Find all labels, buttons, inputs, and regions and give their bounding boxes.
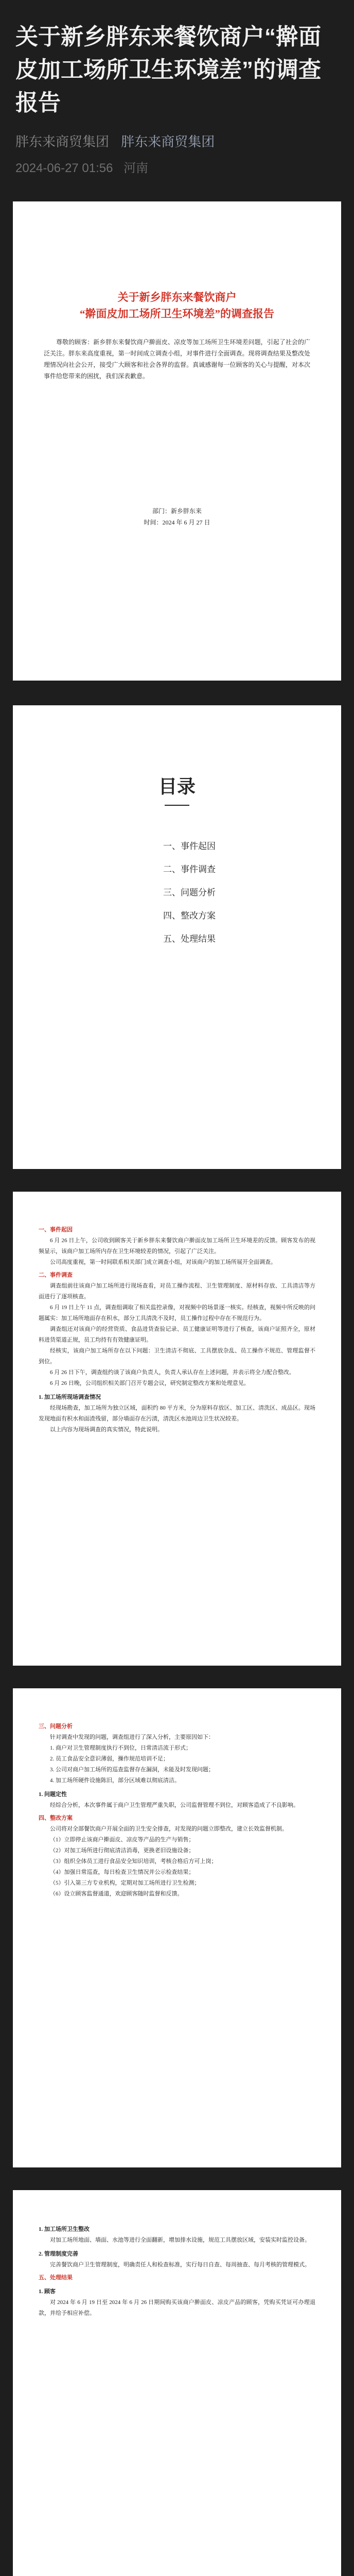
- paragraph: 6 月 19 日上午 11 点，调查组调取了相关监控录像，对视频中的场景逐一核实。经核查，视频中所反映的问题属实：加工场所地面存在积水，部分工具清洗不及时，员工操作过程中存在不规范行为。: [39, 1304, 315, 1321]
- cover-date: 时间：2024 年 6 月 27 日: [144, 519, 210, 526]
- publish-location: 河南: [123, 161, 149, 175]
- section-heading: 二、事件调查: [39, 1272, 73, 1278]
- paragraph: 经综合分析，本次事件属于商户卫生管理严重失职，公司监督管理不到位，对顾客造成了不良影响。: [50, 1802, 299, 1808]
- toc-item: 一、事件起因: [163, 841, 216, 851]
- toc-item: 三、问题分析: [163, 888, 216, 897]
- paragraph: 完善餐饮商户卫生管理制度，明确责任人和检查标准，实行每日自查、每周抽查、每月考核的管理模式。: [50, 2262, 310, 2268]
- list-item: 1. 商户对卫生管理制度执行不到位，日常清洁流于形式；: [50, 1745, 191, 1751]
- cover-signature: [13, 505, 341, 528]
- toc-title: 目录: [158, 776, 196, 797]
- section-heading: 五、处理结果: [39, 2275, 73, 2281]
- list-item: （3）组织全体员工进行食品安全知识培训，考核合格后方可上岗；: [50, 1858, 217, 1865]
- document-page-5: [13, 2190, 341, 2576]
- paragraph: 对加工场所地面、墙面、水池等进行全面翻新，增加排水设施，规范工具摆放区域，安装实时监控设备。: [50, 2237, 310, 2243]
- subsection-heading: 1. 加工场所现场调查情况: [39, 1394, 101, 1400]
- cover-dept: 部门：新乡胖东来: [152, 507, 202, 515]
- paragraph: 6 月 26 日晚，公司组织相关部门召开专题会议，研究制定整改方案和处理意见。: [50, 1380, 250, 1386]
- paragraph: 6 月 26 日上午，公司收到顾客关于新乡胖东来餐饮商户擀面皮加工场所卫生环境差的反馈。顾客发布的视频显示，该商户加工场所内存在卫生环境较差的情况，引起了广泛关注。: [39, 1238, 315, 1255]
- list-item: 2. 员工食品安全意识薄弱，操作规范培训不足；: [50, 1756, 169, 1762]
- list-item: （1）立即停止该商户擀面皮、凉皮等产品的生产与销售；: [50, 1837, 194, 1843]
- paragraph: 调查组还对该商户的经营资质、食品进货查验记录、员工健康证明等进行了核查，该商户证照齐全，原材料进货渠道正规，员工均持有有效健康证明。: [39, 1326, 315, 1343]
- source-line: [15, 132, 339, 151]
- paragraph: 调查组前往该商户加工场所进行现场查看，对员工操作流程、卫生管理制度、原材料存放、工具清洁等方面进行了逐项核查。: [39, 1283, 315, 1300]
- list-item: 3. 公司对商户加工场所的巡查监督存在漏洞，未能及时发现问题；: [50, 1767, 214, 1773]
- cover-heading-line1: 关于新乡胖东来餐饮商户: [117, 291, 237, 303]
- list-item: （4）加强日常巡查，每日检查卫生情况并公示检查结果；: [50, 1869, 194, 1875]
- list-item: （2）对加工场所进行彻底清洁消毒，更换老旧设施设备；: [50, 1848, 194, 1854]
- cover-intro: 尊敬的顾客：新乡胖东来餐饮商户擀面皮、凉皮等加工场所卫生环境差问题，引起了社会的广泛关注。胖东来高度重视，第一时间成立调查小组，对事件进行全面调查。现将调查结果及整改处理情况向社会公开，接受广大顾客和社会各界的监督。真诚感谢每一位顾客的关心与提醒，对本次事件给您带来的困扰，我们深表歉意。: [44, 338, 310, 380]
- toc-item: 二、事件调查: [163, 865, 216, 874]
- paragraph: 公司高度重视，第一时间联系相关部门成立调查小组，对该商户的加工场所展开全面调查。: [50, 1259, 276, 1265]
- article-meta: [15, 158, 339, 176]
- source-link[interactable]: 胖东来商贸集团: [121, 134, 215, 149]
- section-heading: 四、整改方案: [39, 1815, 73, 1821]
- document-page-4: [13, 1688, 341, 2167]
- section-heading: 一、事件起因: [39, 1227, 73, 1233]
- section-heading: 三、问题分析: [39, 1723, 73, 1730]
- publish-date: 2024-06-27 01:56: [15, 161, 113, 175]
- paragraph: 对 2024 年 6 月 19 日至 2024 年 6 月 26 日期间购买该商户擀面皮、凉皮产品的顾客，凭购买凭证可办理退款，并给予相应补偿。: [39, 2299, 315, 2316]
- paragraph: 经现场勘查，加工场所为独立区域，面积约 80 平方米，分为原料存放区、加工区、清洗区、成品区。现场发现地面有积水和面渣残留，部分墙面存在污渍，清洗区水池周边卫生状况较差。: [39, 1405, 315, 1422]
- document-page-cover: [13, 201, 341, 681]
- cover-heading-line2: “擀面皮加工场所卫生环境差”的调查报告: [80, 308, 274, 320]
- toc-list: [163, 835, 310, 951]
- list-item: 4. 加工场所硬件设施陈旧，部分区域难以彻底清洁。: [50, 1777, 180, 1784]
- source-name[interactable]: 胖东来商贸集团: [15, 134, 110, 149]
- list-item: （6）设立顾客监督通道，欢迎顾客随时监督和反馈。: [50, 1891, 183, 1897]
- paragraph: 公司将对全部餐饮商户开展全面的卫生安全排查，对发现的问题立即整改，建立长效监督机制。: [50, 1826, 288, 1832]
- toc-divider: [165, 805, 189, 806]
- document-page-toc: [13, 705, 341, 1169]
- paragraph: 以上内容为现场调查的真实情况，特此说明。: [50, 1427, 163, 1433]
- subsection-heading: 1. 问题定性: [39, 1791, 67, 1798]
- subsection-heading: 1. 顾客: [39, 2289, 56, 2295]
- paragraph: 针对调查中发现的问题，调查组进行了深入分析，主要原因如下：: [50, 1734, 214, 1740]
- paragraph: 6 月 26 日下午，调查组约谈了该商户负责人，负责人承认存在上述问题，并表示将全力配合整改。: [50, 1369, 295, 1376]
- toc-item: 四、整改方案: [163, 911, 216, 921]
- paragraph: 经核实，该商户加工场所存在以下问题：卫生清洁不彻底、工具摆放杂乱、员工操作不规范、管理监督不到位。: [39, 1348, 315, 1365]
- subsection-heading: 1. 加工场所卫生整改: [39, 2226, 90, 2232]
- list-item: （5）引入第三方专业机构，定期对加工场所进行卫生检测；: [50, 1880, 200, 1886]
- document-page-3: [13, 1192, 341, 1666]
- subsection-heading: 2. 管理制度完善: [39, 2251, 78, 2257]
- toc-item: 五、处理结果: [163, 934, 216, 944]
- article-title: 关于新乡胖东来餐饮商户“擀面皮加工场所卫生环境差”的调查报告: [15, 24, 321, 115]
- article-header: [0, 0, 354, 176]
